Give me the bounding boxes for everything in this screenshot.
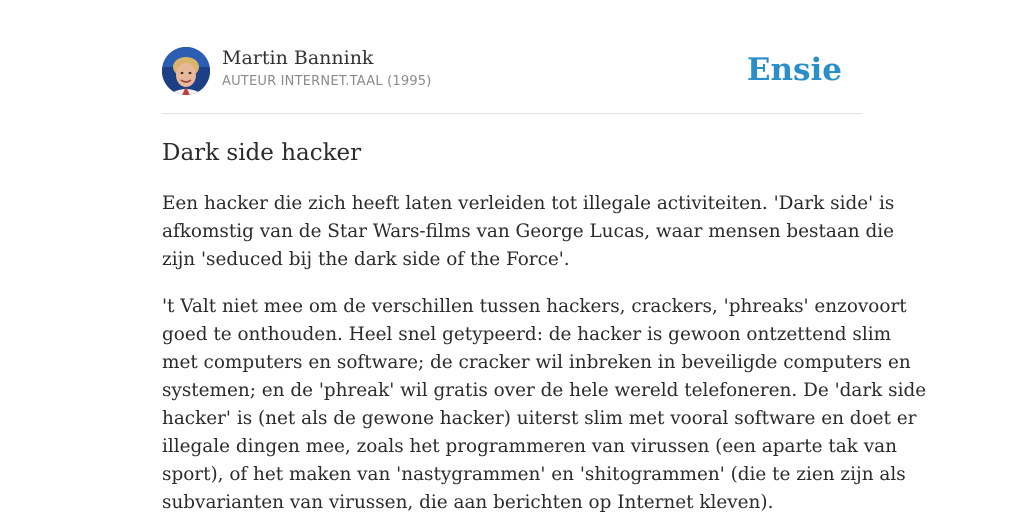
author-name[interactable]: Martin Bannink bbox=[222, 47, 374, 69]
text-line: illegale dingen mee, zoals het programmeren van virussen (een aparte tak van bbox=[162, 436, 897, 457]
text-line: Een hacker die zich heeft laten verleiden tot illegale activiteiten. 'Dark side' is bbox=[162, 193, 895, 214]
brand-logo[interactable]: Ensie bbox=[746, 52, 842, 88]
text-line: goed te onthouden. Heel snel getypeerd: de hacker is gewoon ontzettend slim bbox=[162, 324, 892, 345]
article-title: Dark side hacker bbox=[162, 140, 362, 166]
text-line: 't Valt niet mee om de verschillen tussen hackers, crackers, 'phreaks' enzovoort bbox=[162, 296, 907, 317]
author-portrait-image bbox=[162, 47, 210, 95]
author-header bbox=[162, 46, 862, 96]
text-line: hacker' is (net als de gewone hacker) uiterst slim met vooral software en doet er bbox=[162, 408, 917, 429]
article-paragraph bbox=[162, 190, 895, 274]
author-role: AUTEUR INTERNET.TAAL (1995) bbox=[222, 74, 432, 89]
article-body bbox=[162, 190, 927, 512]
text-line: systemen; en de 'phreak' wil gratis over de hele wereld telefoneren. De 'dark side bbox=[162, 380, 927, 401]
header-divider bbox=[162, 113, 862, 114]
text-line: sport), of het maken van 'nastygrammen' en 'shitogrammen' (die te zien zijn als bbox=[162, 464, 906, 485]
text-line: afkomstig van de Star Wars-films van George Lucas, waar mensen bestaan die bbox=[162, 221, 895, 242]
author-avatar[interactable] bbox=[162, 47, 210, 95]
text-line: met computers en software; de cracker wil inbreken in beveiligde computers en bbox=[162, 352, 911, 373]
text-line: subvarianten van virussen, die aan berichten op Internet kleven). bbox=[162, 492, 774, 512]
text-line: zijn 'seduced bij the dark side of the Force'. bbox=[162, 249, 570, 270]
article-paragraph bbox=[162, 293, 927, 512]
